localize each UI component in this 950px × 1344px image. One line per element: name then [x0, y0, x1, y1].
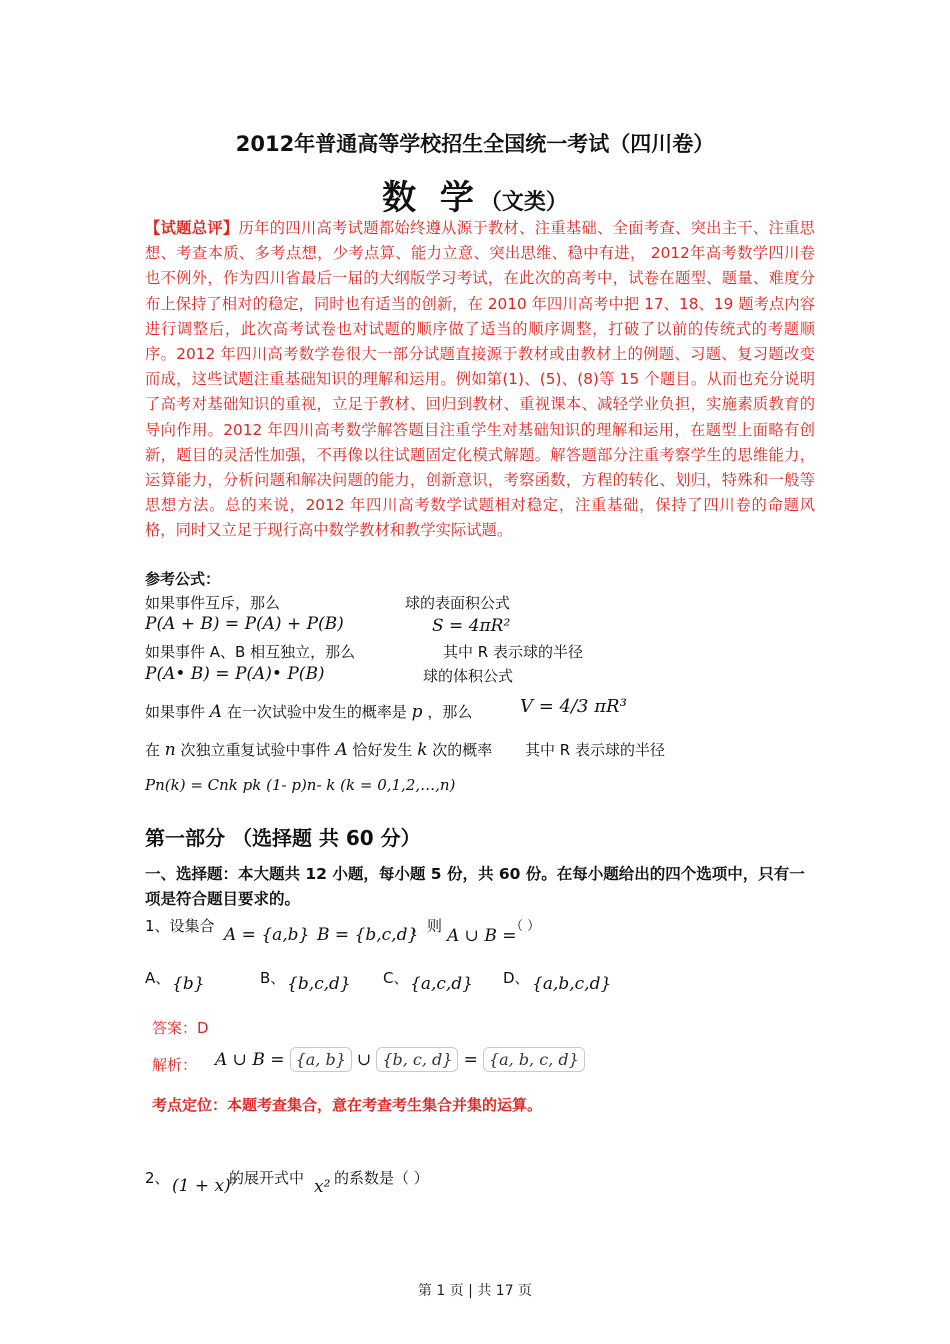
review-text: 历年的四川高考试题都始终遵从源于教材、注重基础、全面考查、突出主干、注重思想、考查本质、多考点想，少考点算、能力立意、突出思维、稳中有进， 2012年高考数学四川卷也不例外，作为四川省最后一届的大纲版学习考试，在此次的高考中，试卷在题型、题量、难度分布上保持了相对的稳定，同时也有适当的创新，在 2010 年四川高考中把 17、18、19 题考点内容进行调整后，此次高考试卷也对试题的顺序做了适当的顺序调整，打破了以前的传统式的考题顺序。2012 年四川高考数学卷很大一部分试题直接源于教材或由教材上的例题、习题、复习题改变而成，这些试题注重基础知识的理解和运用。例如第(1)、(5)、(8)等 15 个题目。从而也充分说明了高考对基础知识的重视，立足于教材、回归到教材、重视课本、减轻学业负担，实施素质教育的导向作用。2012 年四川高考数学解答题目注重学生对基础知识的理解和运用，在题型上面略有创新，题目的灵活性加强，不再像以往试题固定化模式解题。解答题部分注重考察学生的思维能力，运算能力，分析问题和解决问题的能力，创新意识，考察函数，方程的转化、划归，特殊和一般等思想方法。总的来说，2012 年四川高考数学试题相对稳定，注重基础，保持了四川卷的命题风格，同时又立足于现行高中数学教材和教学实际试题。	[145, 219, 815, 540]
q1-option-a-value: {b}	[172, 974, 205, 994]
page-footer: 第 1 页 | 共 17 页	[417, 1283, 533, 1299]
section-title: 第一部分 （选择题 共 60 分）	[145, 826, 421, 850]
formula-sphere-area: S = 4πR²	[432, 616, 511, 636]
q2-term: x²	[314, 1177, 331, 1197]
q1-option-b-value: {b,c,d}	[287, 974, 351, 994]
q1-analysis-set-3: {a, b, c, d}	[483, 1047, 585, 1072]
formula-binomial: Pn(k) = Cnk pk (1- p)n- k (k = 0,1,2,…,n)	[145, 776, 456, 794]
q1-set-b: B = {b,c,d}	[317, 925, 419, 945]
page-title: 2012年普通高等学校招生全国统一考试（四川卷）	[235, 132, 715, 156]
q2-expression: (1 + x)⁷	[172, 1176, 238, 1196]
q1-answer: 答案：D	[152, 1019, 209, 1037]
formula-ntimes-line	[145, 739, 492, 760]
subject-name: 数 学	[382, 178, 480, 218]
p-symbol: p	[411, 702, 423, 722]
q1-option-a-label: A、	[145, 969, 171, 987]
event-symbol: A	[209, 702, 223, 722]
formula-probability-line	[145, 701, 472, 722]
question-1-stem	[145, 915, 215, 936]
n-symbol: n	[164, 740, 176, 760]
ntimes-a: 在	[145, 741, 161, 759]
q1-analysis-formula	[215, 1050, 585, 1070]
q1-analysis-set-2: {b, c, d}	[376, 1047, 458, 1072]
q1-option-c-value: {a,c,d}	[410, 974, 473, 994]
q1-option-d-value: {a,b,c,d}	[532, 974, 612, 994]
k-symbol: k	[417, 740, 428, 760]
q1-analysis-label: 解析：	[152, 1056, 198, 1074]
ntimes-c: 恰好发生	[352, 741, 413, 759]
subject-category: （文类）	[479, 189, 568, 215]
formula-sphere-area-label: 球的表面积公式	[405, 594, 511, 612]
equals-symbol: =	[463, 1050, 478, 1070]
q2-text-a: 的展开式中	[229, 1169, 305, 1187]
q1-union: A ∪ B =	[447, 926, 517, 946]
review-paragraph	[145, 216, 815, 544]
q1-point: 考点定位：本题考查集合，意在考查考生集合并集的运算。	[152, 1096, 543, 1114]
formula-sphere-volume-label: 球的体积公式	[423, 667, 514, 685]
q1-analysis-set-1: {a, b}	[290, 1047, 352, 1072]
subject-heading	[0, 170, 950, 219]
review-label: 【试题总评】	[145, 219, 239, 237]
q1-stem-text: 1、设集合	[145, 917, 215, 935]
prob-text-b: 在一次试验中发生的概率是	[226, 703, 407, 721]
formula-sum: P(A + B) = P(A) + P(B)	[145, 614, 344, 634]
q1-option-d-label: D、	[503, 969, 530, 987]
q1-option-c-label: C、	[383, 969, 409, 987]
formula-sphere-volume: V = 4/3 πR³	[520, 696, 627, 717]
a-symbol: A	[335, 740, 348, 760]
prob-text-a: 如果事件	[145, 703, 206, 721]
formula-heading: 参考公式：	[145, 570, 221, 588]
union-symbol: ∪	[356, 1050, 372, 1070]
formula-independent: 如果事件 A、B 相互独立，那么	[145, 643, 356, 661]
q2-number: 2、	[145, 1169, 170, 1187]
q2-text-b: 的系数是（ ）	[334, 1169, 429, 1187]
formula-radius-note-1: 其中 R 表示球的半径	[443, 643, 583, 661]
formula-exclusive: 如果事件互斥，那么	[145, 594, 281, 612]
section-instructions: 一、选择题：本大题共 12 小题，每小题 5 份，共 60 份。在每小题给出的四个选项中，只有一项是符合题目要求的。	[145, 865, 805, 908]
q1-analysis-expr: A ∪ B =	[215, 1050, 285, 1070]
formula-product: P(A• B) = P(A)• P(B)	[145, 664, 325, 684]
q1-option-b-label: B、	[260, 969, 286, 987]
formula-radius-note-2: 其中 R 表示球的半径	[525, 741, 665, 759]
q1-set-a: A = {a,b}	[224, 925, 310, 945]
ntimes-b: 次独立重复试验中事件	[180, 741, 331, 759]
q1-answer-paren: （ ）	[510, 919, 541, 934]
prob-text-c: ，那么	[427, 703, 473, 721]
ntimes-d: 次的概率	[432, 741, 493, 759]
q1-then: ，则	[412, 917, 443, 935]
